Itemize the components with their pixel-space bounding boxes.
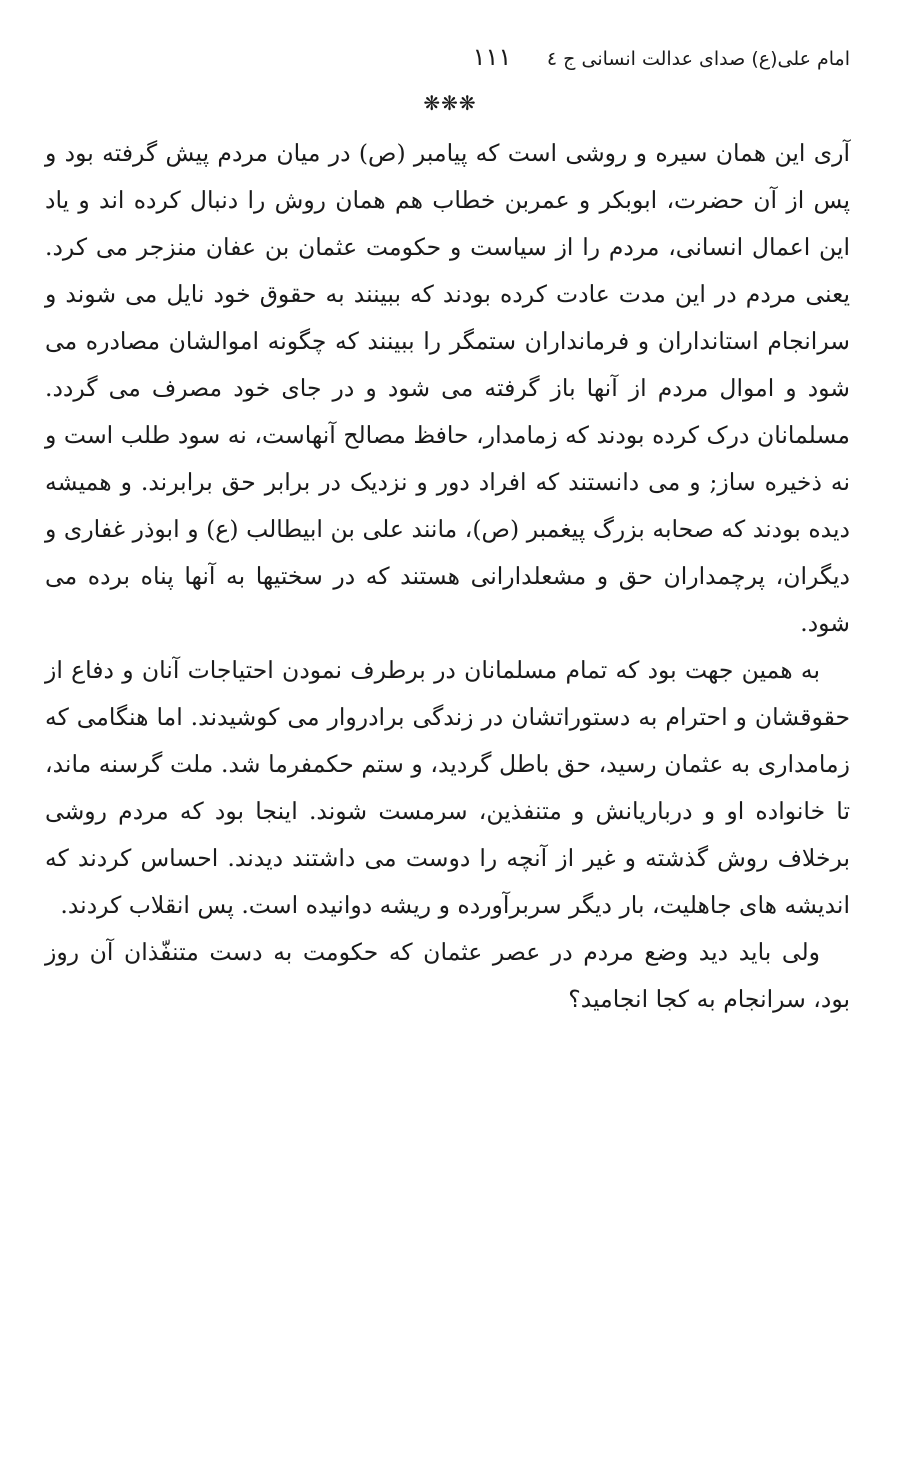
page-number: ١١١: [472, 43, 512, 71]
body-text: [45, 130, 850, 1023]
paragraph-1: آری این همان سیره و روشی است که پیامبر (ص) در میان مردم پیش گرفته بود و پس از آن حضرت، ابوبکر و عمربن خطاب هم همان روش را دنبال کرده اند و یاد این اعمال انسانی، مردم را از سیاست و حکومت عثمان بن عفان منزجر می کرد. یعنی مردم در این مدت عادت کرده بودند که ببینند به حقوق خود نایل می شوند و سرانجام استانداران و فرمانداران ستمگر را ببینند که چگونه اموالشان مصادره می شود و اموال مردم از آنها باز گرفته می شود و در جای خود مصرف می گردد. مسلمانان درک کرده بودند که زمامدار، حافظ مصالح آنهاست، نه سود طلب است و نه ذخیره ساز; و می دانستند که افراد دور و نزدیک در برابر حق برابرند. و همیشه دیده بودند که صحابه بزرگ پیغمبر (ص)، مانند علی بن ابیطالب (ع) و ابوذر غفاری و دیگران، پرچمداران حق و مشعلدارانی هستند که در سختیها به آنها پناه برده می شود.: [45, 139, 850, 637]
running-header: [40, 44, 850, 84]
section-separator: ❋❋❋: [423, 91, 477, 115]
paragraph-3: ولی باید دید وضع مردم در عصر عثمان که حکومت به دست متنفّذان آن روز بود، سرانجام به کجا انجامید؟: [45, 938, 850, 1013]
book-title: امام علی(ع) صدای عدالت انسانی ج ٤: [546, 48, 850, 70]
paragraph-2: به همین جهت بود که تمام مسلمانان در برطرف نمودن احتیاجات آنان و دفاع از حقوقشان و احترام به دستوراتشان در زندگی برادروار می کوشیدند. اما هنگامی که زمامداری به عثمان رسید، حق باطل گردید، و ستم حکمفرما شد. ملت گرسنه ماند، تا خانواده او و درباریانش و متنفذین، سرمست شوند. اینجا بود که مردم روشی برخلاف روش گذشته و غیر از آنچه را دوست می داشتند دیدند. احساس کردند که اندیشه های جاهلیت، بار دیگر سربرآورده و ریشه دوانیده است. پس انقلاب کردند.: [45, 656, 850, 919]
